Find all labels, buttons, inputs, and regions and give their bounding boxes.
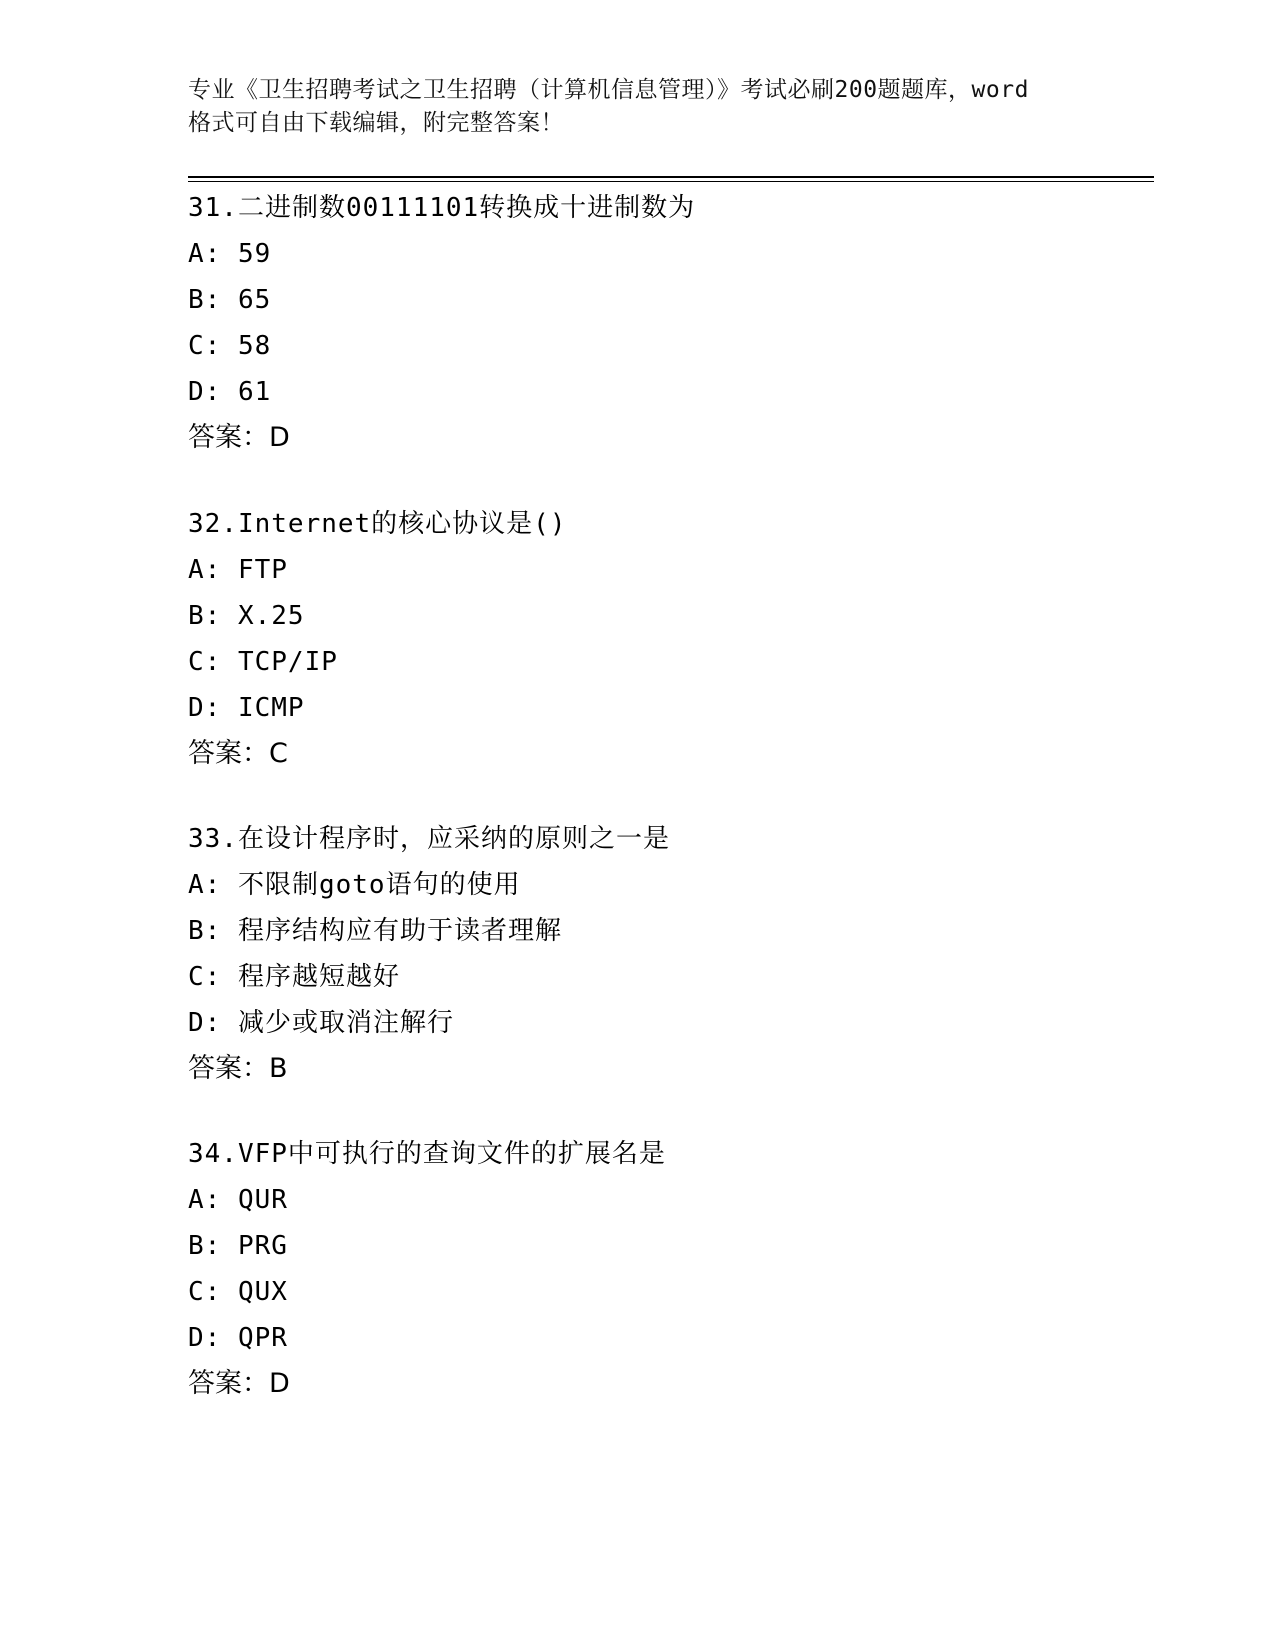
option-c: C: 程序越短越好 [188,962,400,992]
option-d: D: ICMP [188,693,305,723]
option-d: D: 61 [188,377,272,407]
answer-line: 答案：D [188,1368,290,1399]
question-34 [188,1131,1088,1407]
question-stem: 33.在设计程序时，应采纳的原则之一是 [188,824,670,854]
document-header [188,74,1088,140]
option-a: A: 59 [188,239,272,269]
option-d: D: 减少或取消注解行 [188,1008,454,1038]
question-stem: 34.VFP中可执行的查询文件的扩展名是 [188,1139,666,1169]
option-c: C: QUX [188,1277,288,1307]
option-b: B: 65 [188,285,272,315]
question-33 [188,816,1088,1092]
answer-line: 答案：B [188,1053,288,1084]
option-c: C: 58 [188,331,272,361]
option-c: C: TCP/IP [188,647,338,677]
option-b: B: X.25 [188,601,305,631]
option-a: A: 不限制goto语句的使用 [188,870,521,900]
header-line-2: 格式可自由下载编辑，附完整答案！ [188,110,564,136]
option-a: A: QUR [188,1185,288,1215]
header-line-1: 专业《卫生招聘考试之卫生招聘（计算机信息管理）》考试必刷200题题库，word [188,77,1029,103]
option-d: D: QPR [188,1323,288,1353]
header-divider-thick [188,176,1154,178]
header-divider-thin [188,181,1154,182]
answer-line: 答案：C [188,738,288,769]
question-32 [188,501,1088,777]
question-stem: 32.Internet的核心协议是() [188,509,567,539]
question-stem: 31.二进制数00111101转换成十进制数为 [188,193,696,223]
answer-line: 答案：D [188,422,290,453]
option-a: A: FTP [188,555,288,585]
question-31 [188,185,1088,461]
option-b: B: PRG [188,1231,288,1261]
option-b: B: 程序结构应有助于读者理解 [188,916,562,946]
